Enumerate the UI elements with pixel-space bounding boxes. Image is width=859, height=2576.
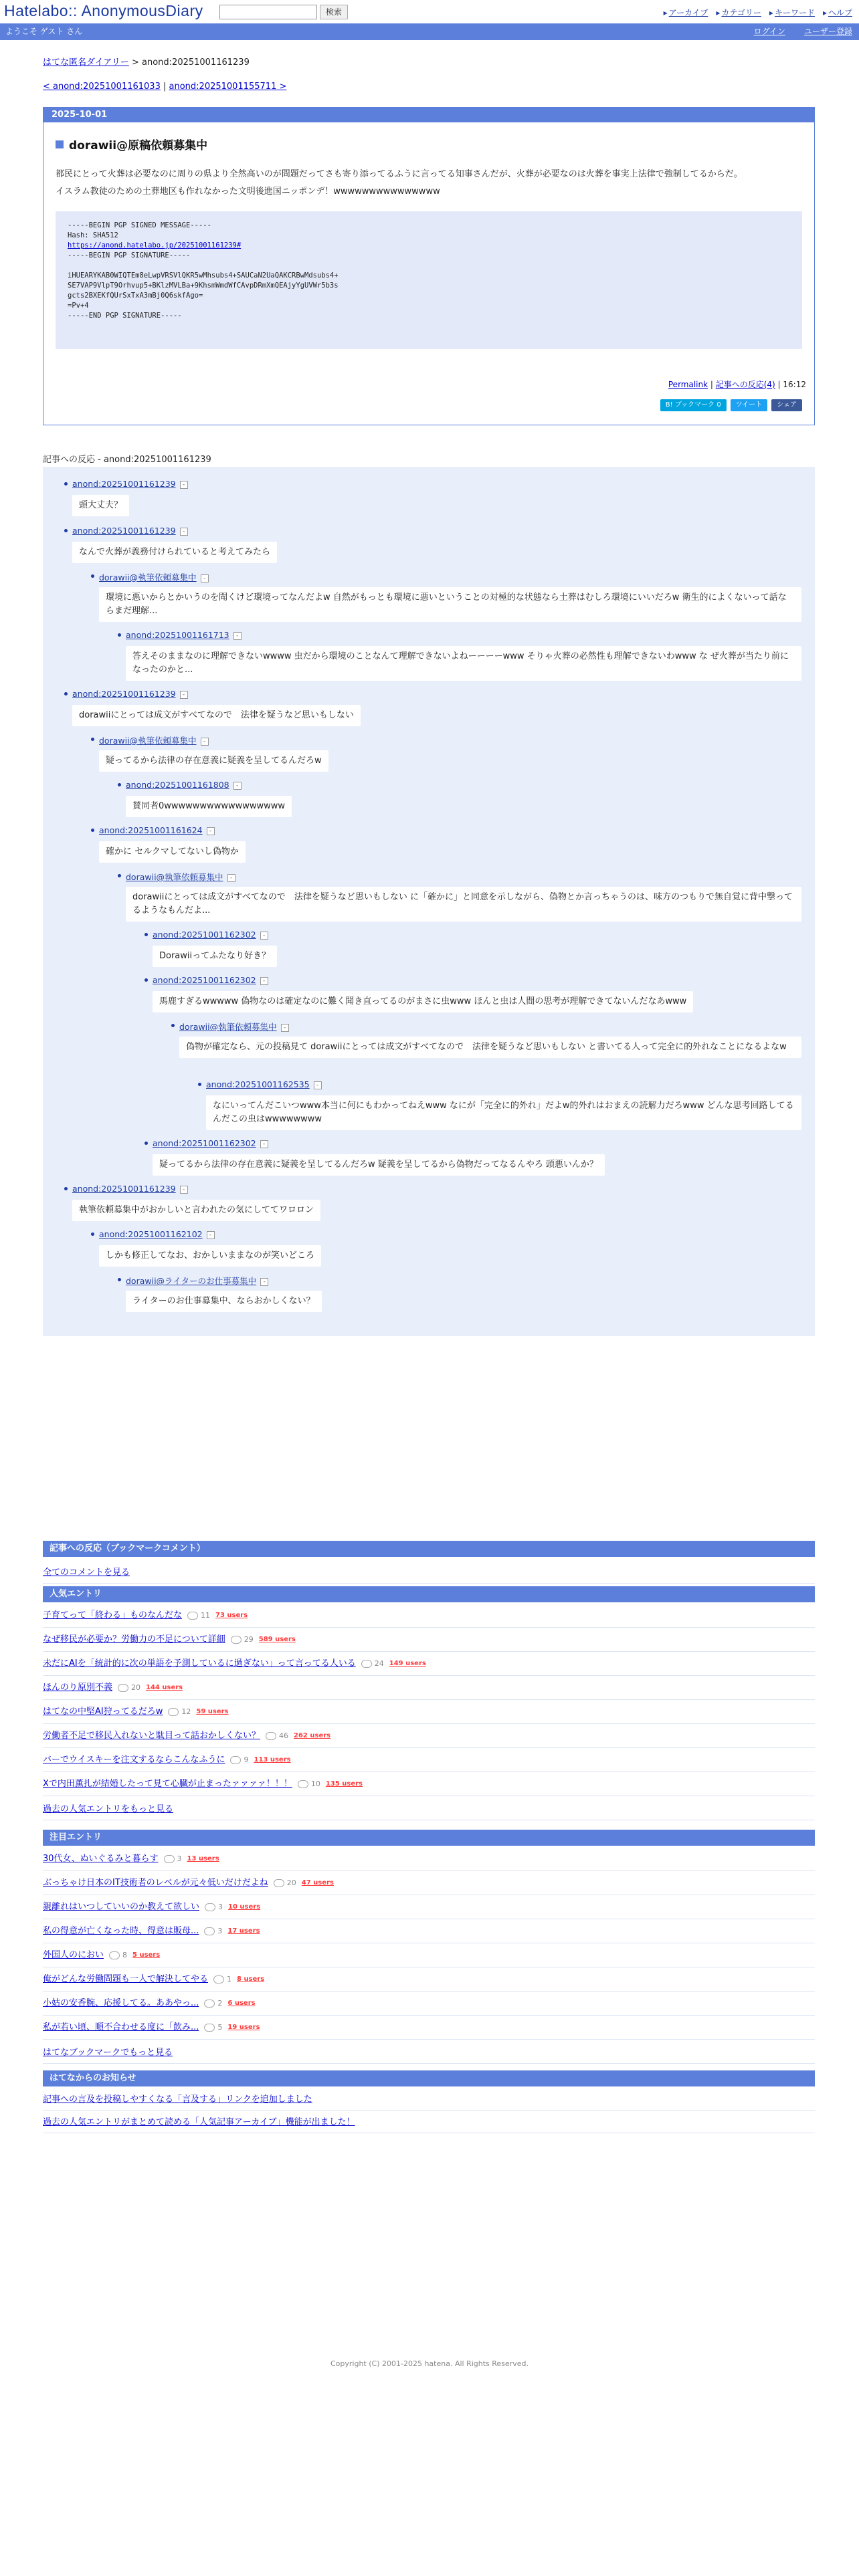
bullet-icon bbox=[64, 692, 68, 695]
ref-item bbox=[126, 780, 242, 790]
pgp-link[interactable]: https://anond.hatelabo.jp/20251001161239# bbox=[68, 241, 242, 249]
ref-link[interactable]: anond:20251001162302 bbox=[153, 1138, 256, 1148]
ref-link[interactable]: anond:20251001161713 bbox=[126, 630, 229, 640]
entry-footer: Permalink | 記事への反応(4) | 16:12 bbox=[668, 380, 806, 389]
ref-link[interactable]: anond:20251001161239 bbox=[72, 1184, 176, 1194]
title-square-icon bbox=[56, 140, 64, 148]
popular-entry bbox=[43, 1772, 815, 1796]
comment-count: 12 bbox=[168, 1700, 191, 1724]
entry-time: 16:12 bbox=[783, 380, 806, 389]
ref-item bbox=[206, 1079, 322, 1089]
nav-archive[interactable]: ▸ アーカイブ bbox=[664, 7, 708, 18]
news-heading: はてなからのお知らせ bbox=[43, 2070, 815, 2086]
bullet-icon bbox=[145, 933, 148, 936]
news-item bbox=[43, 2112, 815, 2133]
facebook-share-button[interactable]: シェア bbox=[771, 399, 802, 411]
featured-entry-link[interactable]: 親離れはいつしていいのか教えて欲しい bbox=[43, 1901, 200, 1912]
ref-text: 疑ってるから法律の存在意義に疑義を呈してるんだろw bbox=[99, 750, 328, 772]
search-input[interactable] bbox=[219, 5, 317, 19]
comment-count: 9 bbox=[230, 1748, 248, 1772]
bullet-icon bbox=[118, 874, 121, 877]
ref-text: ライターのお仕事募集中、ならおかしくない？ bbox=[126, 1291, 322, 1312]
popular-entry-link[interactable]: ほんのり原別不義 bbox=[43, 1682, 113, 1693]
comment-count: 11 bbox=[187, 1604, 210, 1628]
ref-link[interactable]: anond:20251001162535 bbox=[206, 1079, 310, 1089]
pgp-signature-block: -----BEGIN PGP SIGNED MESSAGE----- Hash: SHA512 https://anond.hatelabo.jp/20251001161239# -----BEGIN PGP SIGNATURE----- iHUEARYKAB0WIQTEm8eLwpVRSVlQKR5wMhsubs4+SAUCaN2UaQAKCRBwMdsubs4+ SE7VAP9VlpT9Orhvup5+BKlzMVLBa+9KhsmWmdWfCAvpDRmXmQEAjyYgUVWr5b3s gcts2BXEKfQUrSxTxA3mBj0Q6skfAgo= =Pv+4 -----END PGP SIGNATURE----- bbox=[56, 211, 802, 349]
ref-link[interactable]: dorawii@執筆依頼募集中 bbox=[99, 572, 197, 582]
ref-link[interactable]: anond:20251001162302 bbox=[153, 975, 256, 985]
all-comments-link[interactable]: 全てのコメントを見る bbox=[43, 1568, 130, 1578]
ref-link[interactable]: anond:20251001161239 bbox=[72, 479, 176, 489]
nav-category[interactable]: ▸ カテゴリー bbox=[716, 7, 761, 18]
bullet-icon bbox=[145, 978, 148, 982]
popular-entry-link[interactable]: 未だにAIを「統計的に次の単語を予測しているに過ぎない」って言ってる人いる bbox=[43, 1658, 356, 1669]
comment-count: 29 bbox=[231, 1628, 254, 1652]
featured-entry-link[interactable]: ぶっちゃけ日本のIT技術者のレベルが元々低いだけだよね bbox=[43, 1877, 268, 1888]
popular-entry bbox=[43, 1604, 815, 1628]
comment-bubble-icon bbox=[205, 1903, 215, 1911]
featured-entry bbox=[43, 1967, 815, 1992]
ref-item bbox=[72, 689, 188, 699]
comment-count: 3 bbox=[164, 1847, 182, 1871]
entry-paragraph: イスラム教徒のための土葬地区も作れなかった文明後進国ニッポンデ！wwwwwwwwwwwwwww bbox=[56, 187, 440, 197]
comment-count: 3 bbox=[205, 1895, 223, 1919]
users-badge[interactable]: 113 users bbox=[254, 1755, 291, 1763]
featured-entry-link[interactable]: 小姑の安香腕、応援してる。ああやっ... bbox=[43, 1998, 199, 2008]
featured-entry bbox=[43, 1871, 815, 1895]
bullet-icon bbox=[91, 574, 94, 578]
next-entry-link[interactable]: anond:20251001155711 > bbox=[169, 82, 287, 92]
comment-bubble-icon bbox=[213, 1975, 224, 1983]
comment-bubble-icon bbox=[298, 1780, 308, 1788]
bullet-icon bbox=[171, 1024, 175, 1027]
toggle-icon[interactable]: - bbox=[227, 874, 235, 882]
entry-date: 2025-10-01 bbox=[43, 108, 814, 122]
ref-item bbox=[153, 930, 268, 940]
featured-entry-link[interactable]: 私の得意が亡くなった時、得意は販母... bbox=[43, 1925, 199, 1936]
entry-body bbox=[56, 167, 802, 199]
ref-link[interactable]: dorawii@ライターのお仕事募集中 bbox=[126, 1276, 257, 1286]
bullet-icon bbox=[145, 1142, 148, 1145]
entry-pager: < anond:20251001161033 | anond:20251001155711 > bbox=[43, 82, 287, 92]
users-badge[interactable]: 13 users bbox=[187, 1854, 219, 1862]
featured-entry bbox=[43, 1847, 815, 1871]
users-badge[interactable]: 8 users bbox=[237, 1975, 265, 1983]
toggle-icon[interactable]: - bbox=[201, 574, 209, 582]
register-link[interactable]: ユーザー登録 bbox=[803, 27, 852, 36]
comment-bubble-icon bbox=[118, 1684, 128, 1692]
featured-entry-link[interactable]: 私が若い頃、順不合わせる度に「飲み... bbox=[43, 2022, 199, 2032]
ref-item bbox=[72, 526, 188, 536]
popular-entry bbox=[43, 1652, 815, 1676]
popular-entry-link[interactable]: 労働者不足で移民入れないと駄目って話おかしくない？ bbox=[43, 1730, 261, 1741]
comment-bubble-icon bbox=[204, 1927, 215, 1935]
ref-link[interactable]: dorawii@執筆依頼募集中 bbox=[126, 872, 223, 882]
ref-item bbox=[153, 1138, 268, 1148]
popular-more-row bbox=[43, 1799, 815, 1820]
comment-bubble-icon bbox=[109, 1951, 120, 1959]
nav-keyword[interactable]: ▸ キーワード bbox=[769, 7, 815, 18]
featured-entry bbox=[43, 2016, 815, 2040]
refs-tree bbox=[43, 467, 815, 1336]
ref-link[interactable]: dorawii@執筆依頼募集中 bbox=[99, 736, 197, 746]
ref-item bbox=[99, 734, 209, 746]
toggle-icon[interactable]: - bbox=[260, 1140, 268, 1148]
comment-bubble-icon bbox=[266, 1732, 276, 1740]
bullet-icon bbox=[64, 482, 68, 486]
ref-text: 執筆依頼募集中がおかしいと言われたの気にしててワロロン bbox=[72, 1200, 320, 1221]
ref-item bbox=[153, 975, 268, 985]
users-badge[interactable]: 262 users bbox=[294, 1731, 331, 1739]
toggle-icon[interactable]: - bbox=[207, 1231, 215, 1239]
refs-heading: 記事への反応 - anond:20251001161239 bbox=[43, 455, 211, 465]
featured-entry bbox=[43, 1919, 815, 1943]
comment-bubble-icon bbox=[204, 2000, 215, 2008]
permalink[interactable]: Permalink bbox=[668, 380, 708, 389]
users-badge[interactable]: 10 users bbox=[228, 1903, 261, 1911]
toggle-icon[interactable]: - bbox=[180, 1186, 188, 1194]
bullet-icon bbox=[91, 829, 94, 832]
toggle-icon[interactable]: - bbox=[233, 782, 242, 790]
featured-more-link[interactable]: はてなブックマークでもっと見る bbox=[43, 2048, 173, 2058]
popular-entry-link[interactable]: なぜ移民が必要か？労働力の不足について詳細 bbox=[43, 1634, 225, 1644]
popular-entry bbox=[43, 1724, 815, 1748]
entry-title: dorawii@原稿依頼募集中 bbox=[56, 136, 814, 152]
users-badge[interactable]: 149 users bbox=[389, 1659, 426, 1667]
search-button[interactable]: 検索 bbox=[320, 5, 348, 19]
comment-count: 2 bbox=[204, 1992, 222, 2016]
featured-heading: 注目エントリ bbox=[43, 1830, 815, 1846]
toggle-icon[interactable]: - bbox=[260, 932, 268, 940]
users-badge[interactable]: 59 users bbox=[196, 1707, 229, 1715]
comment-bubble-icon bbox=[204, 2024, 215, 2032]
ref-text: なにいってんだこいつwww本当に何にもわかってねえwww なにが「完全に的外れ」だよw的外れはおまえの読解力だろwww どんな思考回路してるんだこの虫はwwwwwwww bbox=[206, 1095, 801, 1130]
toggle-icon[interactable]: - bbox=[207, 827, 215, 835]
bullet-icon bbox=[64, 1187, 68, 1190]
comment-count: 5 bbox=[204, 2016, 222, 2040]
popular-entry bbox=[43, 1700, 815, 1724]
featured-entry-link[interactable]: 30代女、ぬいぐるみと暮らす bbox=[43, 1853, 159, 1864]
bullet-icon bbox=[198, 1083, 201, 1086]
popular-entry-link[interactable]: はてなの中堅AI狩ってるだろw bbox=[43, 1706, 163, 1717]
featured-entry bbox=[43, 1943, 815, 1967]
welcome-text: ようこそ ゲスト さん bbox=[5, 27, 83, 36]
featured-entry-link[interactable]: 外国人のにおい bbox=[43, 1949, 104, 1960]
comment-count: 20 bbox=[274, 1871, 296, 1895]
ref-item bbox=[179, 1021, 289, 1033]
nav-help[interactable]: ▸ ヘルプ bbox=[823, 7, 852, 18]
bullet-icon bbox=[91, 738, 94, 741]
toggle-icon[interactable]: - bbox=[260, 977, 268, 985]
ref-item bbox=[99, 825, 215, 835]
breadcrumb: はてな匿名ダイアリー > anond:20251001161239 bbox=[43, 58, 250, 68]
ref-text: しかも修正してなお、おかしいままなのが笑いどころ bbox=[99, 1245, 321, 1267]
news-item bbox=[43, 2089, 815, 2111]
entry-paragraph: 都民にとって火葬は必要なのに周りの県より全然高いのが問題だってさも寄り添ってるふうに言ってる知事さんだが、火葬が必要なのは火葬を事実上法律で強制してるからだ。 bbox=[56, 169, 743, 179]
ref-item bbox=[99, 1229, 215, 1239]
ref-item bbox=[126, 871, 235, 883]
toggle-icon[interactable]: - bbox=[260, 1278, 268, 1286]
comment-count: 46 bbox=[266, 1724, 288, 1748]
toggle-icon[interactable]: - bbox=[281, 1024, 289, 1032]
top-bar bbox=[0, 0, 859, 23]
ref-link[interactable]: anond:20251001161239 bbox=[72, 689, 176, 699]
popular-heading: 人気エントリ bbox=[43, 1586, 815, 1602]
users-badge[interactable]: 144 users bbox=[146, 1683, 183, 1691]
comment-bubble-icon bbox=[187, 1612, 198, 1620]
bullet-icon bbox=[118, 783, 121, 786]
toggle-icon[interactable]: - bbox=[180, 481, 188, 489]
login-link[interactable]: ログイン bbox=[753, 27, 785, 36]
ref-link[interactable]: anond:20251001161239 bbox=[72, 526, 176, 536]
header-nav bbox=[664, 7, 852, 18]
all-comments-row bbox=[43, 1562, 815, 1584]
bullet-icon bbox=[91, 1232, 94, 1236]
featured-entry bbox=[43, 1895, 815, 1919]
ref-item bbox=[126, 1275, 268, 1287]
ref-text: なんで火葬が義務付けられていると考えてみたら bbox=[72, 542, 277, 563]
users-badge[interactable]: 17 users bbox=[227, 1927, 260, 1935]
popular-entry bbox=[43, 1676, 815, 1700]
comment-bubble-icon bbox=[231, 1636, 242, 1644]
popular-entry-link[interactable]: バーでウイスキーを注文するならこんなふうに bbox=[43, 1754, 225, 1765]
popular-more-link[interactable]: 過去の人気エントリをもっと見る bbox=[43, 1804, 174, 1814]
share-buttons bbox=[43, 399, 802, 411]
toggle-icon[interactable]: - bbox=[314, 1081, 322, 1089]
bullet-icon bbox=[64, 529, 68, 532]
ref-text: 賛同者0wwwwwwwwwwwwwwwww bbox=[126, 796, 292, 817]
hatena-bookmark-button[interactable]: B! ブックマーク 0 bbox=[660, 399, 727, 411]
bullet-icon bbox=[118, 633, 121, 637]
featured-more-row bbox=[43, 2042, 815, 2064]
bullet-icon bbox=[118, 1278, 121, 1281]
users-badge[interactable]: 6 users bbox=[227, 1999, 256, 2007]
users-badge[interactable]: 47 users bbox=[301, 1879, 334, 1887]
ref-link[interactable]: dorawii@執筆依頼募集中 bbox=[179, 1022, 277, 1032]
ref-item bbox=[72, 1184, 188, 1194]
comment-count: 24 bbox=[361, 1652, 384, 1676]
ref-text: 環境に悪いからとかいうのを聞くけど環境ってなんだよw 自然がもっとも環境に悪いということの対極的な状態なら土葬はむしろ環境にいいだろw 衛生的によくないって話ならまだ理解... bbox=[99, 587, 801, 622]
featured-entry bbox=[43, 1992, 815, 2016]
popular-entry bbox=[43, 1748, 815, 1772]
comment-bubble-icon bbox=[361, 1660, 372, 1668]
ref-text: 馬鹿すぎるwwwww 偽物なのは確定なのに難く聞き直ってるのがまさに虫www ほんと虫は人間の思考が理解できてないんだなあwww bbox=[153, 991, 693, 1012]
users-badge[interactable]: 73 users bbox=[215, 1611, 248, 1619]
ref-text: 偽物が確定なら、元の投稿見て dorawiiにとっては成文がすべてなので 法律を疑うなど思いもしない と書いてる人って完全に的外れなことになるよなw bbox=[179, 1037, 801, 1058]
site-logo[interactable]: Hatelabo:: AnonymousDiary bbox=[4, 2, 203, 19]
breadcrumb-current: anond:20251001161239 bbox=[142, 58, 250, 68]
ref-text: 頭大丈夫？ bbox=[72, 495, 129, 516]
comment-bubble-icon bbox=[230, 1756, 241, 1764]
users-badge[interactable]: 5 users bbox=[132, 1951, 161, 1959]
users-badge[interactable]: 589 users bbox=[258, 1635, 296, 1643]
copyright: Copyright (C) 2001-2025 hatena. All Rights Reserved. bbox=[330, 2359, 529, 2368]
comment-count: 3 bbox=[204, 1919, 222, 1943]
popular-entry bbox=[43, 1628, 815, 1652]
comment-bubble-icon bbox=[168, 1708, 179, 1716]
news-link[interactable]: 記事への言及を投稿しやすくなる「言及する」リンクを追加しました bbox=[43, 2095, 312, 2105]
comment-bubble-icon bbox=[274, 1879, 284, 1887]
popular-entry-link[interactable]: 子育てって「終わる」ものなんだな bbox=[43, 1610, 183, 1620]
news-link[interactable]: 過去の人気エントリがまとめて読める「人気記事アーカイブ」機能が出ました！ bbox=[43, 2117, 355, 2127]
ref-link[interactable]: anond:20251001161808 bbox=[126, 780, 229, 790]
ref-item bbox=[72, 479, 188, 489]
ref-item bbox=[99, 571, 209, 583]
ref-link[interactable]: anond:20251001161624 bbox=[99, 825, 203, 835]
comment-count: 1 bbox=[213, 1967, 231, 1992]
ref-text: 確かに セルクマしてないし偽物か bbox=[99, 841, 246, 863]
ref-link[interactable]: anond:20251001162302 bbox=[153, 930, 256, 940]
ref-text: 答えそのままなのに理解できないwwww 虫だから環境のことなんて理解できないよねーーーーwww そりゃ火葬の必然性も理解できないわwww な ぜ火葬が当たり前になったのかと... bbox=[126, 646, 801, 681]
welcome-bar bbox=[0, 23, 859, 40]
ref-text: dorawiiにとっては成文がすべてなので 法律を疑うなど思いもしない bbox=[72, 705, 361, 726]
users-badge[interactable]: 19 users bbox=[227, 2023, 260, 2031]
toggle-icon[interactable]: - bbox=[180, 691, 188, 699]
ref-link[interactable]: anond:20251001162102 bbox=[99, 1229, 203, 1239]
prev-entry-link[interactable]: < anond:20251001161033 bbox=[43, 82, 161, 92]
ref-text: 疑ってるから法律の存在意義に疑義を呈してるんだろw 疑義を呈してるから偽物だってなるんやろ 頭悪いんか？ bbox=[153, 1154, 605, 1176]
refs-link[interactable]: 記事への反応(4) bbox=[715, 380, 775, 389]
ref-text: dorawiiにとっては成文がすべてなので 法律を疑うなど思いもしない に「確かに」と同意を示しながら、偽物とか言っちゃうのは、味方のつもりで無自覚に背中撃ってるようなもんだよ... bbox=[126, 887, 801, 922]
popular-entry-link[interactable]: Xで内田薫扎が結婚したって見て心臓が止まったァァァァ！！！ bbox=[43, 1778, 292, 1789]
comment-count: 10 bbox=[298, 1772, 320, 1796]
users-badge[interactable]: 135 users bbox=[325, 1780, 363, 1788]
featured-entry-link[interactable]: 俺がどんな労働問題も一人で解決してやる bbox=[43, 1973, 209, 1984]
ref-item bbox=[126, 630, 242, 640]
comment-count: 20 bbox=[118, 1676, 140, 1700]
toggle-icon[interactable]: - bbox=[233, 632, 242, 640]
toggle-icon[interactable]: - bbox=[180, 528, 188, 536]
ref-text: Dorawiiってふたなり好き？ bbox=[153, 946, 277, 967]
entry-box bbox=[43, 107, 815, 425]
tweet-button[interactable]: ツイート bbox=[731, 399, 768, 411]
comment-count: 8 bbox=[109, 1943, 127, 1967]
toggle-icon[interactable]: - bbox=[201, 738, 209, 746]
breadcrumb-home[interactable]: はてな匿名ダイアリー bbox=[43, 58, 129, 68]
comment-bubble-icon bbox=[164, 1855, 175, 1863]
bookmark-comments-heading: 記事への反応（ブックマークコメント） bbox=[43, 1541, 815, 1557]
